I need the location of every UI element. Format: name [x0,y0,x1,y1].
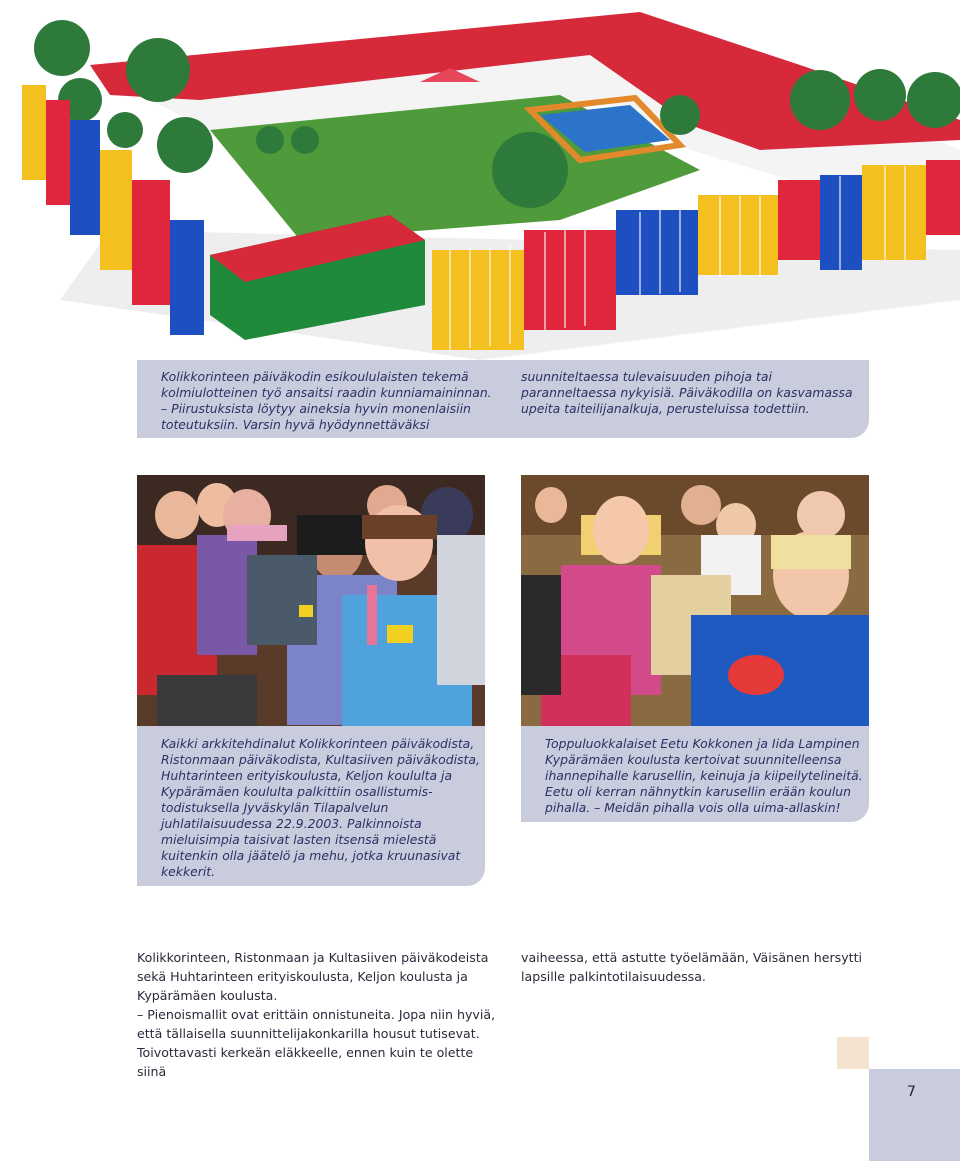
page-number: 7 [907,1084,916,1100]
body-text-right: vaiheessa, että astutte työelämään, Väisänen hersytti lapsille palkintotilaisuudessa. [521,950,863,984]
model-caption-left: Kolikkorinteen päiväkodin esikoululaisten tekemä kolmiulotteinen työ ansaitsi raadin kunniamaininnan. – Piirustuksista löytyy aineksia hyvin monenlaisiin toteutuksiin. Varsin hyvä hyödynnettäväksi [161,369,492,432]
two-children-caption-text: Toppuluokkalaiset Eetu Kokkonen ja Iida Lampinen Kypärämäen koulusta kertoivat suunnitelleensa ihannepihalle karusellin, keinuja ja kiipeilytelineitä. Eetu oli kerran nähnytkin karusellin erään koulun pihalla. – Meidän pihalla vois olla uima-allaskin! [545,736,863,815]
model-caption-band [137,360,869,438]
two-children-caption [521,726,869,822]
two-children-photo [521,475,869,726]
children-ice-cream-illustration [137,475,485,726]
decorative-square [837,1037,869,1069]
kindergarten-model-photo [0,0,960,360]
children-ice-cream-caption-text: Kaikki arkkitehdinalut Kolikkorinteen päiväkodista, Ristonmaan päiväkodista, Kultasiiven päiväkodista, Huhtarinteen erityiskoulusta, Keljon koululta ja Kypärämäen koululta palkittiin osallistumis- todistuksella Jyväskylän Tilapalvelun juhlatilaisuudessa 22.9.2003. Palkinnoista mieluisimpia taisivat lasten itsensä mielestä kuitenkin olla jäätelö ja mehu, jotka kruunasivat kekkerit. [161,736,480,879]
model-caption-right: suunniteltaessa tulevaisuuden pihoja tai paranneltaessa nykyisiä. Päiväkodilla on kasvamassa upeita taiteilijanalkuja, perusteluissa todettiin. [521,369,853,416]
body-text-left: Kolikkorinteen, Ristonmaan ja Kultasiiven päiväkodeista sekä Huhtarinteen erityiskoulusta, Keljon koulusta ja Kypärämäen koulusta. – Pienoismallit ovat erittäin onnistuneita. Jopa niin hyviä, että tällaisella suunnittelijakonkarilla housut tutisevat. Toivottavasti kerkeän eläkkeelle, ennen kuin te olette siinä [137,950,496,1079]
children-ice-cream-photo [137,475,485,726]
page-number-tab [869,1069,960,1161]
children-ice-cream-caption [137,726,485,886]
model-illustration [0,0,960,360]
two-children-illustration [521,475,869,726]
